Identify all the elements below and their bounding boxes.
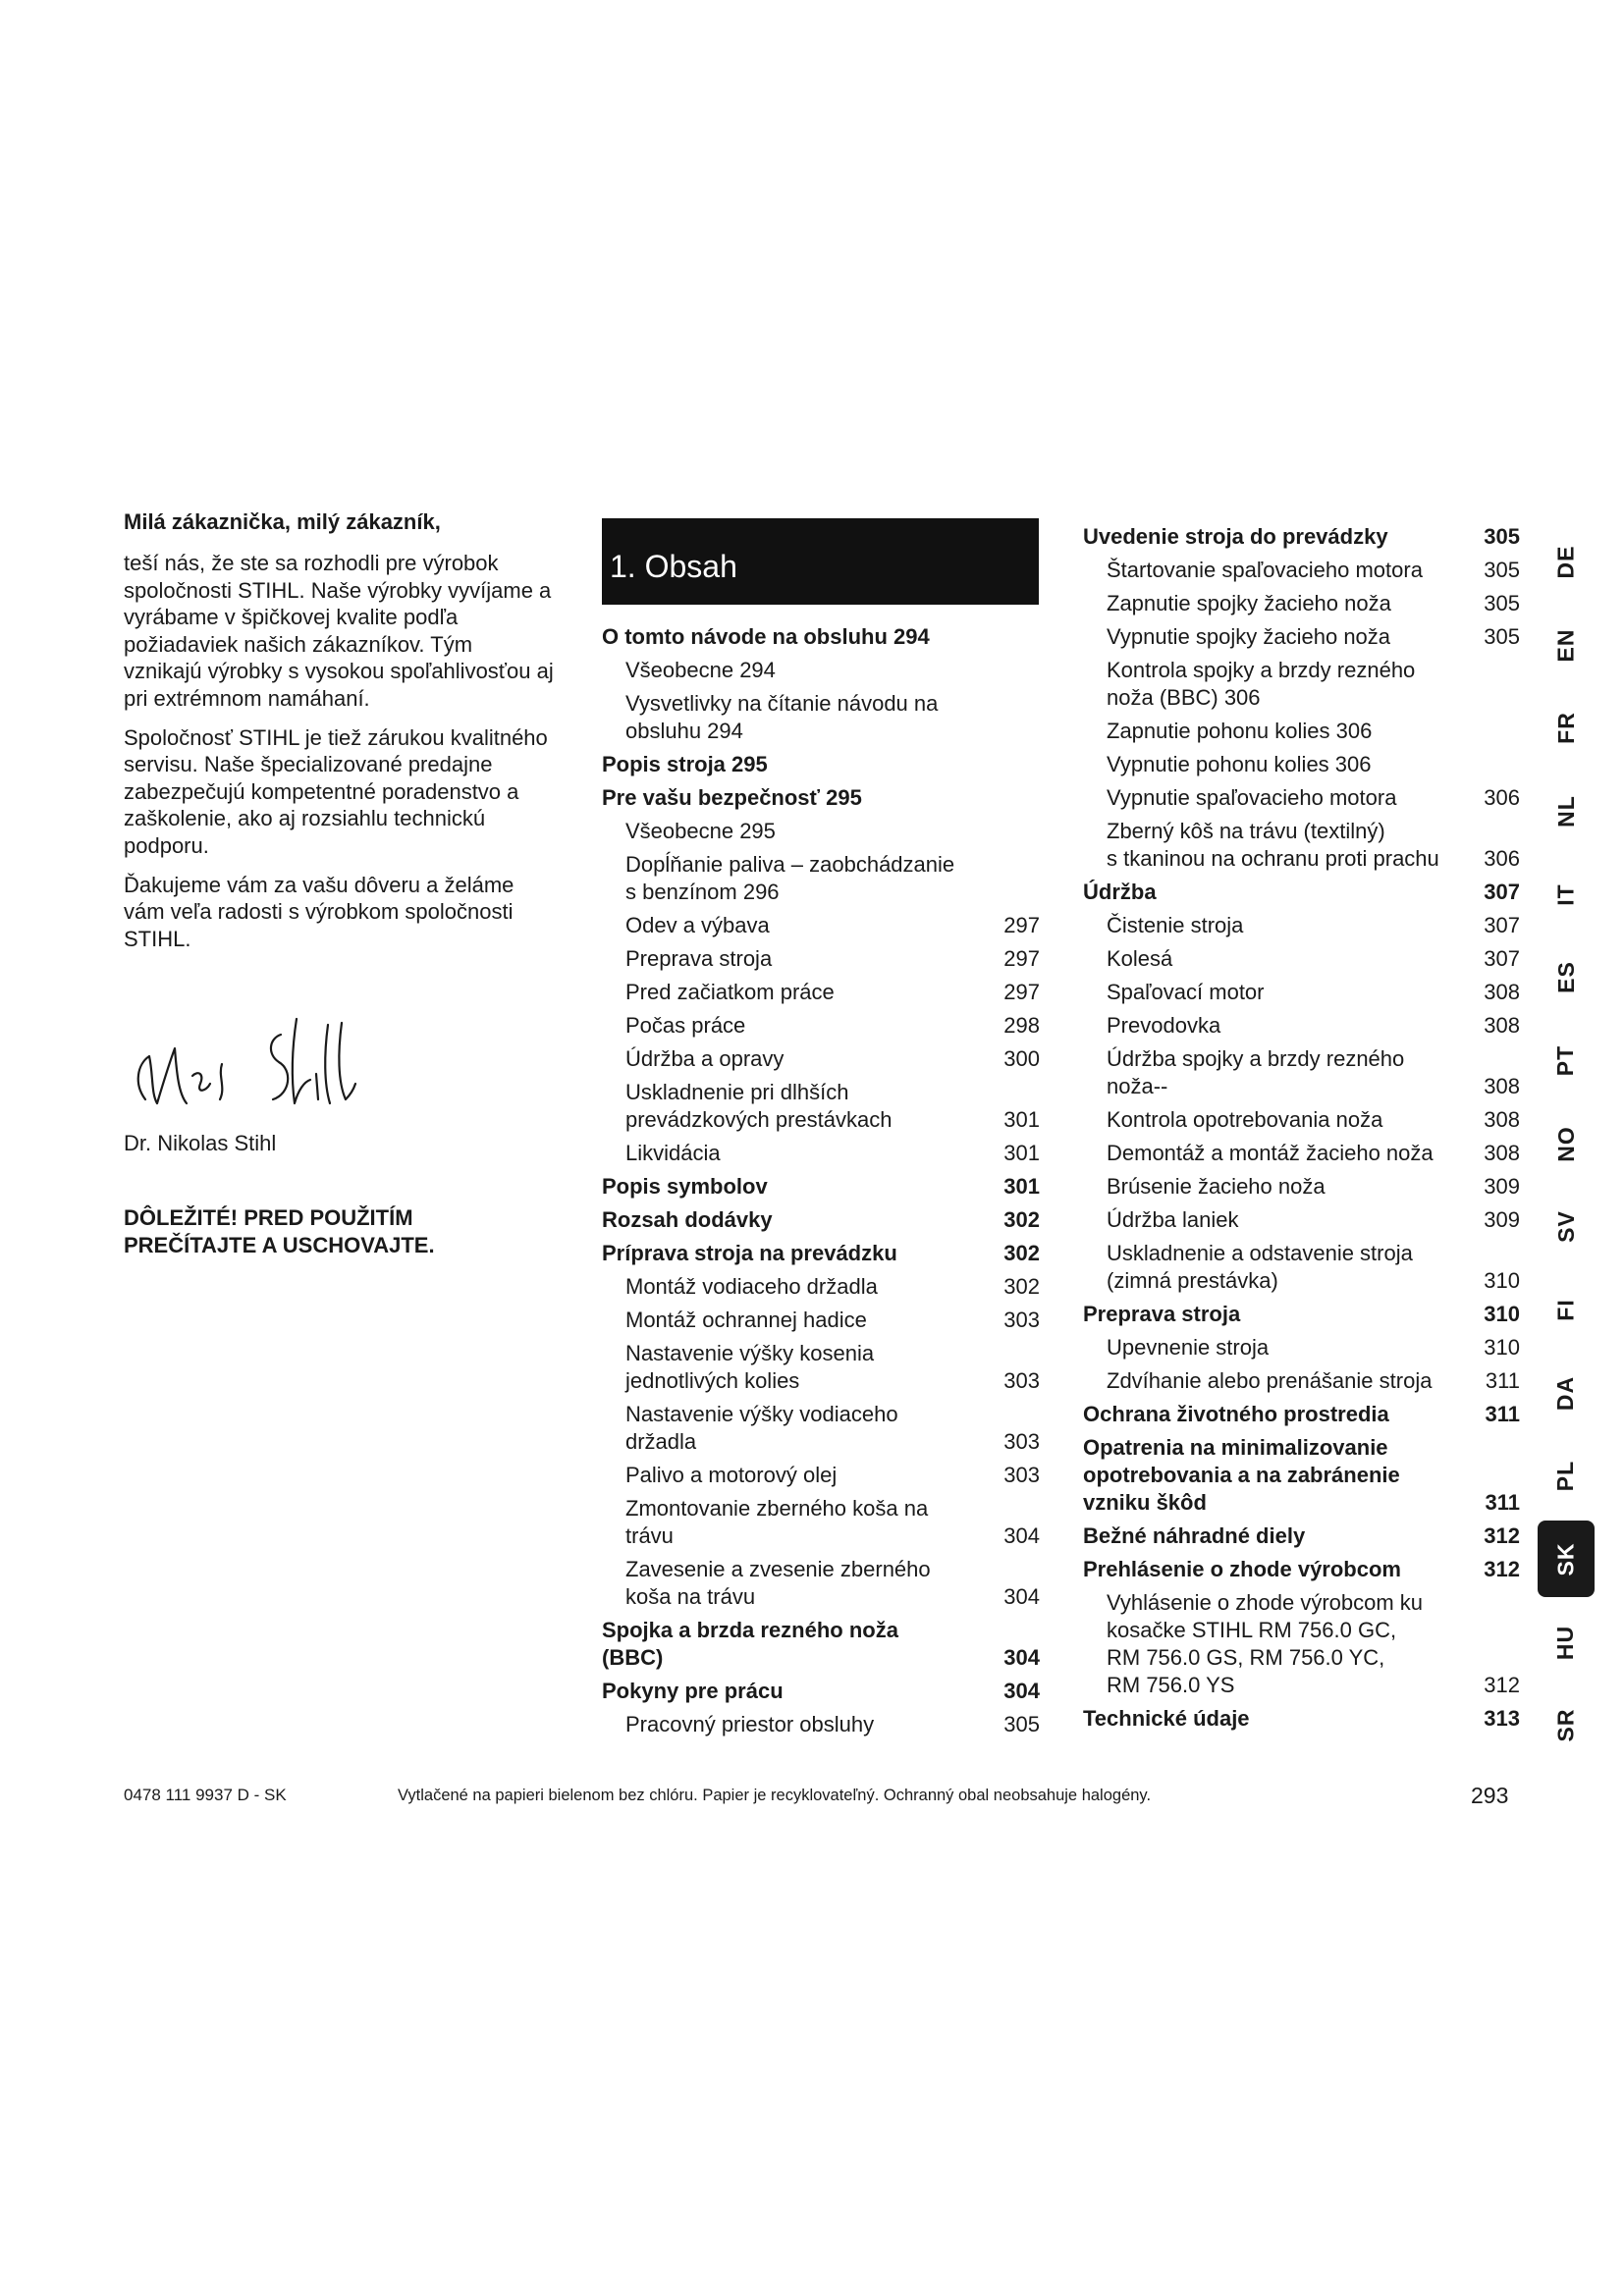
toc-entry-page: 301 [1003, 1141, 1040, 1165]
toc-heading [602, 518, 1039, 605]
toc-entry-label: Vypnutie spaľovacieho motora [1107, 785, 1397, 810]
toc-entry-page: 310 [1484, 1335, 1520, 1360]
language-tab-label: NL [1552, 794, 1579, 828]
toc-entry-page: 307 [1484, 913, 1520, 937]
toc-subsection[interactable] [602, 848, 1040, 909]
toc-subsection[interactable] [602, 1337, 1040, 1398]
language-tab-nl[interactable] [1538, 773, 1595, 849]
toc-entry-label: Vyhlásenie o zhode výrobcom ku kosačke STIHL RM 756.0 GC, RM 756.0 GS, RM 756.0 YC, RM 756.0 YS [1107, 1590, 1424, 1697]
toc-entry-page: 306 [1484, 785, 1520, 810]
toc-entry-label: Príprava stroja na prevádzku [602, 1241, 897, 1265]
toc-section[interactable] [1083, 1398, 1520, 1431]
language-tab-label: FR [1552, 712, 1579, 744]
toc-entry-label: Zapnutie pohonu kolies 306 [1107, 719, 1373, 743]
language-tab-label: IT [1552, 882, 1579, 906]
toc-subsection[interactable] [1083, 1042, 1520, 1103]
toc-section[interactable] [1083, 1298, 1520, 1331]
toc-entry-page: 297 [1003, 913, 1040, 937]
toc-entry-page: 305 [1003, 1712, 1040, 1736]
toc-entry-page: 308 [1484, 1013, 1520, 1038]
toc-subsection[interactable] [1083, 1364, 1520, 1398]
letter-greeting: Milá zákaznička, milý zákazník, [124, 509, 441, 534]
toc-section[interactable] [602, 1675, 1040, 1708]
toc-section[interactable] [602, 620, 1040, 654]
toc-entry-page: 303 [1003, 1368, 1040, 1393]
language-tab-es[interactable] [1538, 939, 1595, 1016]
toc-section[interactable] [1083, 1553, 1520, 1586]
language-tab-it[interactable] [1538, 856, 1595, 933]
language-tab-label: EN [1552, 628, 1579, 662]
toc-entry-label: Montáž vodiaceho držadla [625, 1274, 878, 1299]
signature-image [124, 1005, 359, 1123]
language-tab-label: SV [1552, 1210, 1579, 1243]
toc-entry-label: Preprava stroja [625, 946, 773, 971]
toc-entry-label: Údržba spojky a brzdy rezného noža-- [1107, 1046, 1405, 1098]
language-tab-label: DA [1552, 1375, 1579, 1411]
toc-entry-label: Opatrenia na minimalizovanie opotrebovania a na zabránenie vzniku škôd [1083, 1435, 1400, 1515]
language-tab-sv[interactable] [1538, 1189, 1595, 1265]
toc-entry-label: Montáž ochrannej hadice [625, 1308, 867, 1332]
toc-subsection[interactable] [602, 1553, 1040, 1614]
toc-entry-page: 305 [1484, 591, 1520, 615]
toc-subsection[interactable] [602, 1137, 1040, 1170]
toc-subsection[interactable] [602, 1708, 1040, 1741]
signer-name: Dr. Nikolas Stihl [124, 1131, 277, 1156]
toc-subsection[interactable] [602, 976, 1040, 1009]
toc-entry-page: 308 [1484, 1074, 1520, 1098]
toc-entry-label: Prehlásenie o zhode výrobcom [1083, 1557, 1401, 1581]
page-number: 293 [1471, 1783, 1509, 1808]
toc-subsection[interactable] [1083, 715, 1520, 748]
toc-column-middle [602, 620, 1040, 1741]
language-tab-fr[interactable] [1538, 690, 1595, 767]
toc-section[interactable] [1083, 1520, 1520, 1553]
toc-entry-label: Popis symbolov [602, 1174, 768, 1199]
toc-heading-text: 1. Obsah [610, 549, 737, 584]
language-tab-label: ES [1552, 961, 1579, 993]
toc-subsection[interactable] [1083, 1203, 1520, 1237]
toc-entry-label: Uvedenie stroja do prevádzky [1083, 524, 1388, 549]
letter-paragraph: teší nás, že ste sa rozhodli pre výrobok spoločnosti STIHL. Naše výrobky vyvíjame a vyrábame v špičkovej kvalite podľa požiadaviek našich zákazníkov. Tým vznikajú výrobky s vysokou spoľahlivosťou aj pri extrémnom namáhaní. [124, 551, 554, 711]
language-tab-sr[interactable] [1538, 1687, 1595, 1764]
toc-subsection[interactable] [1083, 748, 1520, 781]
toc-entry-page: 298 [1003, 1013, 1040, 1038]
toc-entry-page: 303 [1003, 1463, 1040, 1487]
toc-entry-label: Brúsenie žacieho noža [1107, 1174, 1326, 1199]
toc-entry-label: Bežné náhradné diely [1083, 1523, 1306, 1548]
toc-entry-label: Spaľovací motor [1107, 980, 1265, 1004]
toc-subsection[interactable] [602, 687, 1040, 748]
toc-section[interactable] [1083, 1431, 1520, 1520]
toc-entry-page: 305 [1484, 624, 1520, 649]
toc-subsection[interactable] [602, 909, 1040, 942]
toc-subsection[interactable] [602, 1270, 1040, 1304]
toc-entry-label: Pre vašu bezpečnosť 295 [602, 785, 862, 810]
toc-column-right [1083, 520, 1520, 1735]
letter-paragraph: Ďakujeme vám za vašu dôveru a želáme vám veľa radosti s výrobkom spoločnosti STIHL. [124, 872, 514, 951]
toc-entry-page: 311 [1485, 1368, 1520, 1393]
letter-paragraph: Spoločnosť STIHL je tiež zárukou kvalitného servisu. Naše špecializované predajne zabezpečujú kompetentné poradenstvo a zaškolenie, ako aj rozsiahlu technickú podporu. [124, 724, 548, 858]
toc-entry-page: 311 [1485, 1490, 1520, 1515]
important-notice: DÔLEŽITÉ! PRED POUŽITÍM PREČÍTAJTE A USCHOVAJTE. [124, 1205, 435, 1258]
toc-entry-label: O tomto návode na obsluhu 294 [602, 624, 930, 649]
toc-entry-label: Prevodovka [1107, 1013, 1221, 1038]
toc-entry-page: 312 [1484, 1557, 1520, 1581]
toc-subsection[interactable] [602, 1076, 1040, 1137]
language-tabs [1538, 520, 1595, 1767]
toc-entry-page: 307 [1484, 946, 1520, 971]
toc-entry-label: Štartovanie spaľovacieho motora [1107, 558, 1423, 582]
toc-entry-page: 297 [1003, 980, 1040, 1004]
toc-entry-page: 297 [1003, 946, 1040, 971]
toc-entry-page: 302 [1003, 1274, 1040, 1299]
toc-entry-page: 302 [1003, 1207, 1040, 1232]
toc-entry-label: Kolesá [1107, 946, 1173, 971]
toc-entry-label: Ochrana životného prostredia [1083, 1402, 1389, 1426]
toc-entry-label: Upevnenie stroja [1107, 1335, 1270, 1360]
toc-subsection[interactable] [602, 1492, 1040, 1553]
toc-subsection[interactable] [1083, 1331, 1520, 1364]
toc-section[interactable] [602, 748, 1040, 781]
toc-subsection[interactable] [1083, 1137, 1520, 1170]
toc-entry-label: Kontrola spojky a brzdy rezného noža (BBC) 306 [1107, 658, 1416, 710]
toc-subsection[interactable] [1083, 1009, 1520, 1042]
toc-entry-label: Rozsah dodávky [602, 1207, 773, 1232]
toc-entry-page: 303 [1003, 1308, 1040, 1332]
toc-subsection[interactable] [602, 1009, 1040, 1042]
toc-entry-label: Dopĺňanie paliva – zaobchádzanie s benzínom 296 [625, 852, 955, 904]
toc-section[interactable] [1083, 876, 1520, 909]
toc-section[interactable] [1083, 520, 1520, 554]
toc-subsection[interactable] [1083, 1237, 1520, 1298]
toc-section[interactable] [602, 781, 1040, 815]
toc-subsection[interactable] [1083, 654, 1520, 715]
language-tab-label: SK [1552, 1542, 1579, 1576]
toc-entry-page: 311 [1485, 1402, 1520, 1426]
toc-entry-label: Počas práce [625, 1013, 746, 1038]
toc-subsection[interactable] [602, 654, 1040, 687]
toc-entry-page: 305 [1484, 558, 1520, 582]
language-tab-label: PL [1552, 1460, 1579, 1492]
toc-subsection[interactable] [1083, 1586, 1520, 1702]
toc-entry-label: Technické údaje [1083, 1706, 1250, 1731]
language-tab-hu[interactable] [1538, 1604, 1595, 1681]
toc-entry-page: 313 [1484, 1706, 1520, 1731]
toc-entry-page: 304 [1003, 1679, 1040, 1703]
toc-entry-label: Zberný kôš na trávu (textilný) s tkaninou na ochranu proti prachu [1107, 819, 1439, 871]
toc-entry-page: 304 [1003, 1584, 1040, 1609]
toc-subsection[interactable] [602, 1042, 1040, 1076]
language-tab-da[interactable] [1538, 1355, 1595, 1431]
toc-section[interactable] [602, 1614, 1040, 1675]
toc-entry-label: Pred začiatkom práce [625, 980, 835, 1004]
toc-entry-label: Zdvíhanie alebo prenášanie stroja [1107, 1368, 1433, 1393]
footer-note: Vytlačené na papieri bielenom bez chlóru. Papier je recyklovateľný. Ochranný obal neobsahuje halogény. [398, 1787, 1152, 1804]
toc-entry-label: Pracovný priestor obsluhy [625, 1712, 875, 1736]
toc-entry-label: Vypnutie spojky žacieho noža [1107, 624, 1391, 649]
toc-subsection[interactable] [602, 942, 1040, 976]
toc-entry-page: 303 [1003, 1429, 1040, 1454]
toc-entry-page: 306 [1484, 846, 1520, 871]
toc-entry-label: Spojka a brzda rezného noža (BBC) [602, 1618, 898, 1670]
toc-entry-page: 312 [1484, 1673, 1520, 1697]
toc-entry-label: Vysvetlivky na čítanie návodu na obsluhu 294 [625, 691, 939, 743]
toc-subsection[interactable] [1083, 1103, 1520, 1137]
language-tab-label: HU [1552, 1625, 1579, 1660]
language-tab-label: FI [1552, 1299, 1579, 1321]
toc-entry-label: Popis stroja 295 [602, 752, 768, 776]
toc-subsection[interactable] [1083, 587, 1520, 620]
toc-entry-page: 309 [1484, 1174, 1520, 1199]
toc-entry-label: Údržba a opravy [625, 1046, 785, 1071]
language-tab-pt[interactable] [1538, 1022, 1595, 1098]
toc-section[interactable] [1083, 1702, 1520, 1735]
toc-entry-label: Demontáž a montáž žacieho noža [1107, 1141, 1434, 1165]
toc-entry-page: 301 [1003, 1174, 1040, 1199]
toc-entry-label: Pokyny pre prácu [602, 1679, 784, 1703]
toc-subsection[interactable] [1083, 781, 1520, 815]
toc-entry-page: 302 [1003, 1241, 1040, 1265]
toc-subsection[interactable] [1083, 1170, 1520, 1203]
language-tab-de[interactable] [1538, 523, 1595, 600]
toc-entry-page: 312 [1484, 1523, 1520, 1548]
language-tab-label: SR [1552, 1708, 1579, 1742]
toc-entry-page: 310 [1484, 1268, 1520, 1293]
toc-entry-page: 310 [1484, 1302, 1520, 1326]
toc-entry-label: Zmontovanie zberného koša na trávu [625, 1496, 929, 1548]
language-tab-sk[interactable] [1538, 1521, 1595, 1597]
toc-entry-label: Nastavenie výšky vodiaceho držadla [625, 1402, 898, 1454]
toc-subsection[interactable] [602, 815, 1040, 848]
toc-entry-label: Všeobecne 295 [625, 819, 776, 843]
toc-subsection[interactable] [1083, 942, 1520, 976]
language-tab-pl[interactable] [1538, 1438, 1595, 1515]
toc-subsection[interactable] [1083, 909, 1520, 942]
toc-entry-label: Nastavenie výšky kosenia jednotlivých kolies [625, 1341, 875, 1393]
document-code: 0478 111 9937 D - SK [124, 1786, 287, 1804]
toc-subsection[interactable] [1083, 620, 1520, 654]
toc-section[interactable] [602, 1203, 1040, 1237]
customer-letter [124, 508, 556, 1259]
language-tab-label: PT [1552, 1044, 1579, 1077]
toc-entry-page: 300 [1003, 1046, 1040, 1071]
toc-entry-label: Vypnutie pohonu kolies 306 [1107, 752, 1372, 776]
toc-entry-page: 308 [1484, 1107, 1520, 1132]
toc-entry-label: Palivo a motorový olej [625, 1463, 838, 1487]
toc-entry-page: 304 [1003, 1645, 1040, 1670]
toc-entry-page: 305 [1484, 524, 1520, 549]
toc-entry-page: 308 [1484, 1141, 1520, 1165]
language-tab-label: NO [1552, 1125, 1579, 1162]
toc-entry-label: Preprava stroja [1083, 1302, 1241, 1326]
toc-entry-page: 309 [1484, 1207, 1520, 1232]
toc-subsection[interactable] [602, 1304, 1040, 1337]
toc-entry-label: Odev a výbava [625, 913, 770, 937]
language-tab-en[interactable] [1538, 607, 1595, 683]
language-tab-no[interactable] [1538, 1105, 1595, 1182]
toc-entry-label: Zapnutie spojky žacieho noža [1107, 591, 1391, 615]
toc-subsection[interactable] [1083, 554, 1520, 587]
toc-subsection[interactable] [602, 1459, 1040, 1492]
toc-entry-page: 304 [1003, 1523, 1040, 1548]
toc-entry-page: 308 [1484, 980, 1520, 1004]
toc-section[interactable] [602, 1237, 1040, 1270]
toc-subsection[interactable] [602, 1398, 1040, 1459]
toc-entry-page: 301 [1003, 1107, 1040, 1132]
toc-entry-label: Uskladnenie a odstavenie stroja (zimná prestávka) [1107, 1241, 1413, 1293]
language-tab-label: DE [1552, 545, 1579, 579]
toc-subsection[interactable] [1083, 976, 1520, 1009]
toc-entry-label: Likvidácia [625, 1141, 721, 1165]
toc-entry-label: Uskladnenie pri dlhších prevádzkových prestávkach [625, 1080, 893, 1132]
toc-entry-page: 307 [1484, 880, 1520, 904]
toc-entry-label: Zavesenie a zvesenie zberného koša na trávu [625, 1557, 931, 1609]
language-tab-fi[interactable] [1538, 1271, 1595, 1348]
toc-entry-label: Údržba [1083, 880, 1157, 904]
toc-entry-label: Čistenie stroja [1107, 913, 1244, 937]
toc-subsection[interactable] [1083, 815, 1520, 876]
toc-entry-label: Kontrola opotrebovania noža [1107, 1107, 1383, 1132]
toc-entry-label: Údržba laniek [1107, 1207, 1239, 1232]
toc-entry-label: Všeobecne 294 [625, 658, 776, 682]
toc-section[interactable] [602, 1170, 1040, 1203]
